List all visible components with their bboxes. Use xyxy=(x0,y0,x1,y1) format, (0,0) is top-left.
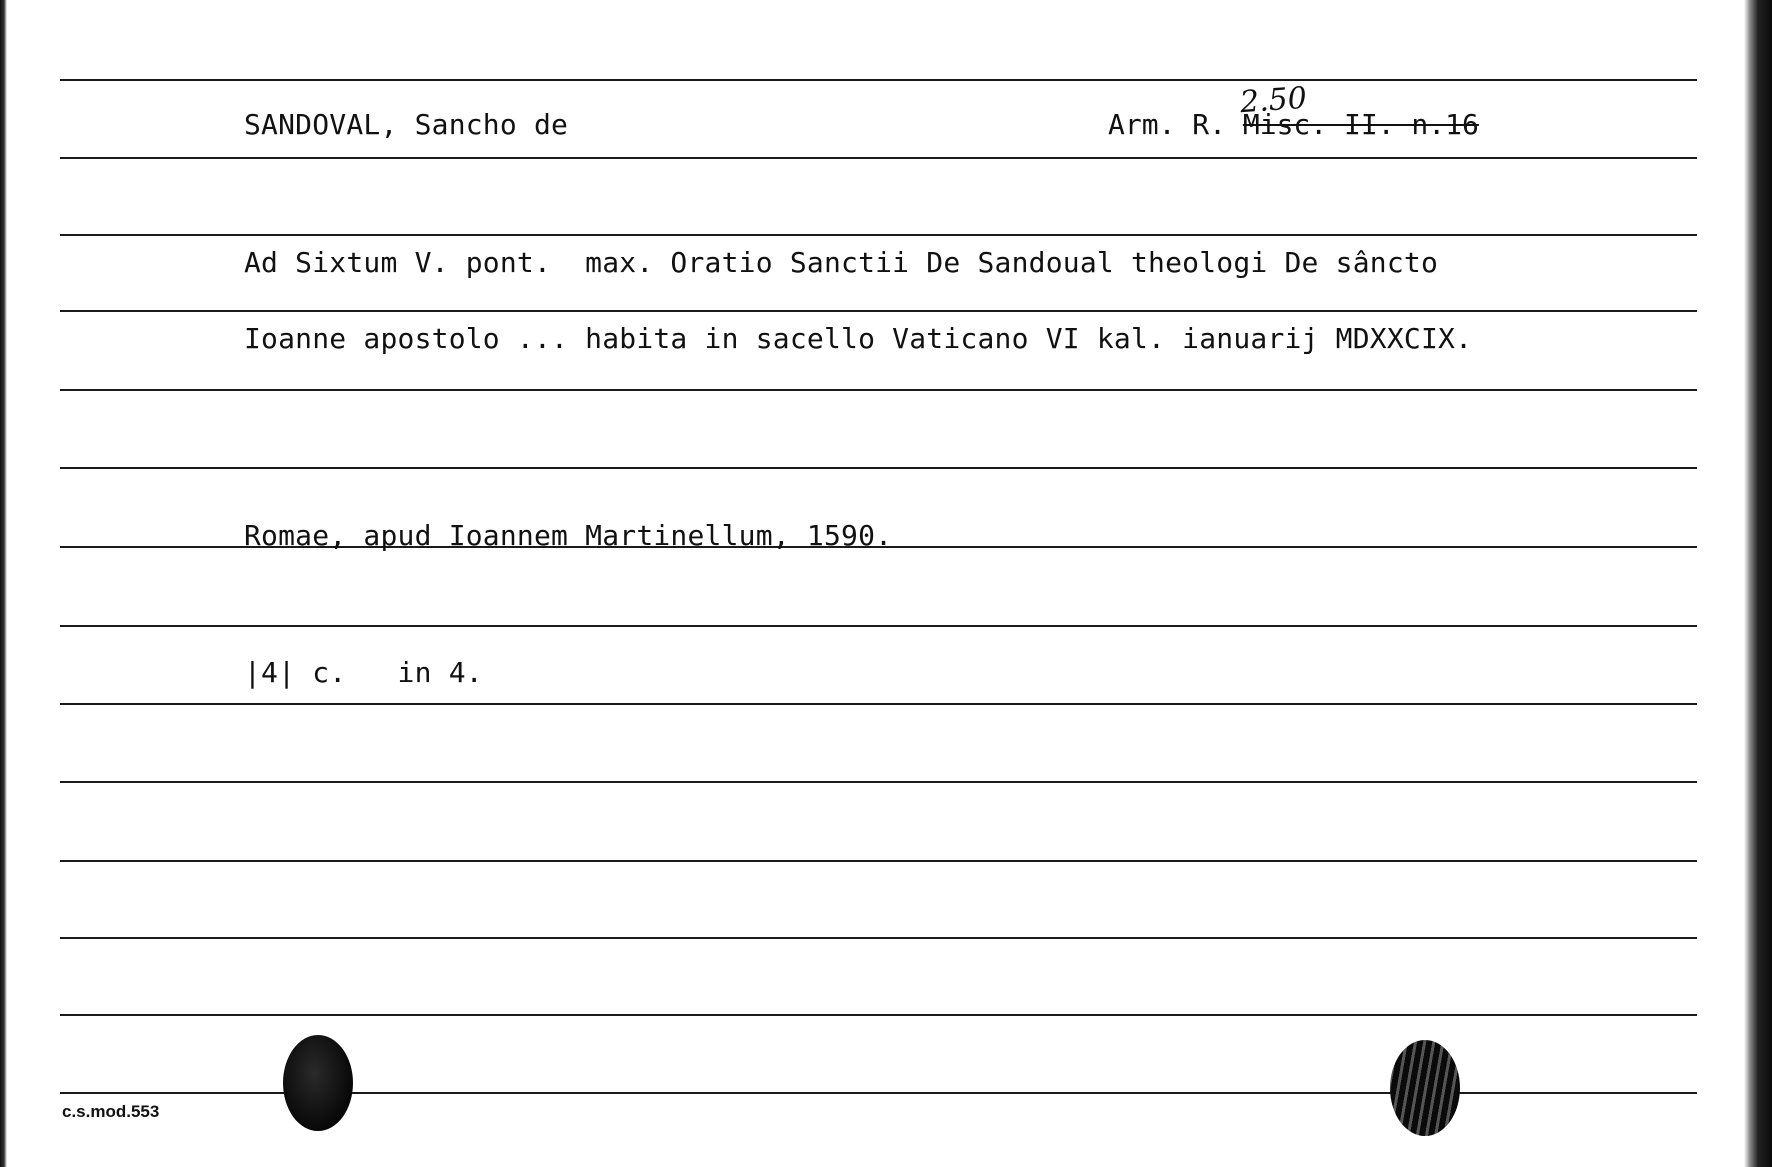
rule-line xyxy=(60,467,1697,469)
rule-line xyxy=(60,860,1697,862)
punch-hole-left xyxy=(283,1035,353,1131)
title-line-2: Ioanne apostolo ... habita in sacello Vaticano VI kal. ianuarij MDXXCIX. xyxy=(244,322,1473,355)
rule-line xyxy=(60,937,1697,939)
rule-line xyxy=(60,703,1697,705)
call-number-prefix: Arm. R. xyxy=(1108,108,1243,141)
rule-line xyxy=(60,157,1697,159)
author-heading: SANDOVAL, Sancho de xyxy=(244,108,569,141)
collation-line: |4| c. in 4. xyxy=(244,656,483,689)
card-right-edge xyxy=(1744,0,1772,1167)
rule-line xyxy=(60,234,1697,236)
rule-line xyxy=(60,1014,1697,1016)
rule-line xyxy=(60,310,1697,312)
card-left-edge xyxy=(0,0,7,1167)
struck-call-number: Misc. II. n.16 xyxy=(1242,108,1479,141)
rule-line xyxy=(60,781,1697,783)
rule-line xyxy=(60,389,1697,391)
rule-line xyxy=(60,625,1697,627)
title-line-1: Ad Sixtum V. pont. max. Oratio Sanctii De Sandoual theologi De sâncto xyxy=(244,246,1439,279)
form-code: c.s.mod.553 xyxy=(62,1102,160,1121)
handwritten-call-number: 2.50 xyxy=(1238,80,1308,121)
imprint-line: Romae, apud Ioannem Martinellum, 1590. xyxy=(244,519,893,552)
punch-hole-right xyxy=(1390,1040,1460,1136)
rule-line xyxy=(60,79,1697,81)
